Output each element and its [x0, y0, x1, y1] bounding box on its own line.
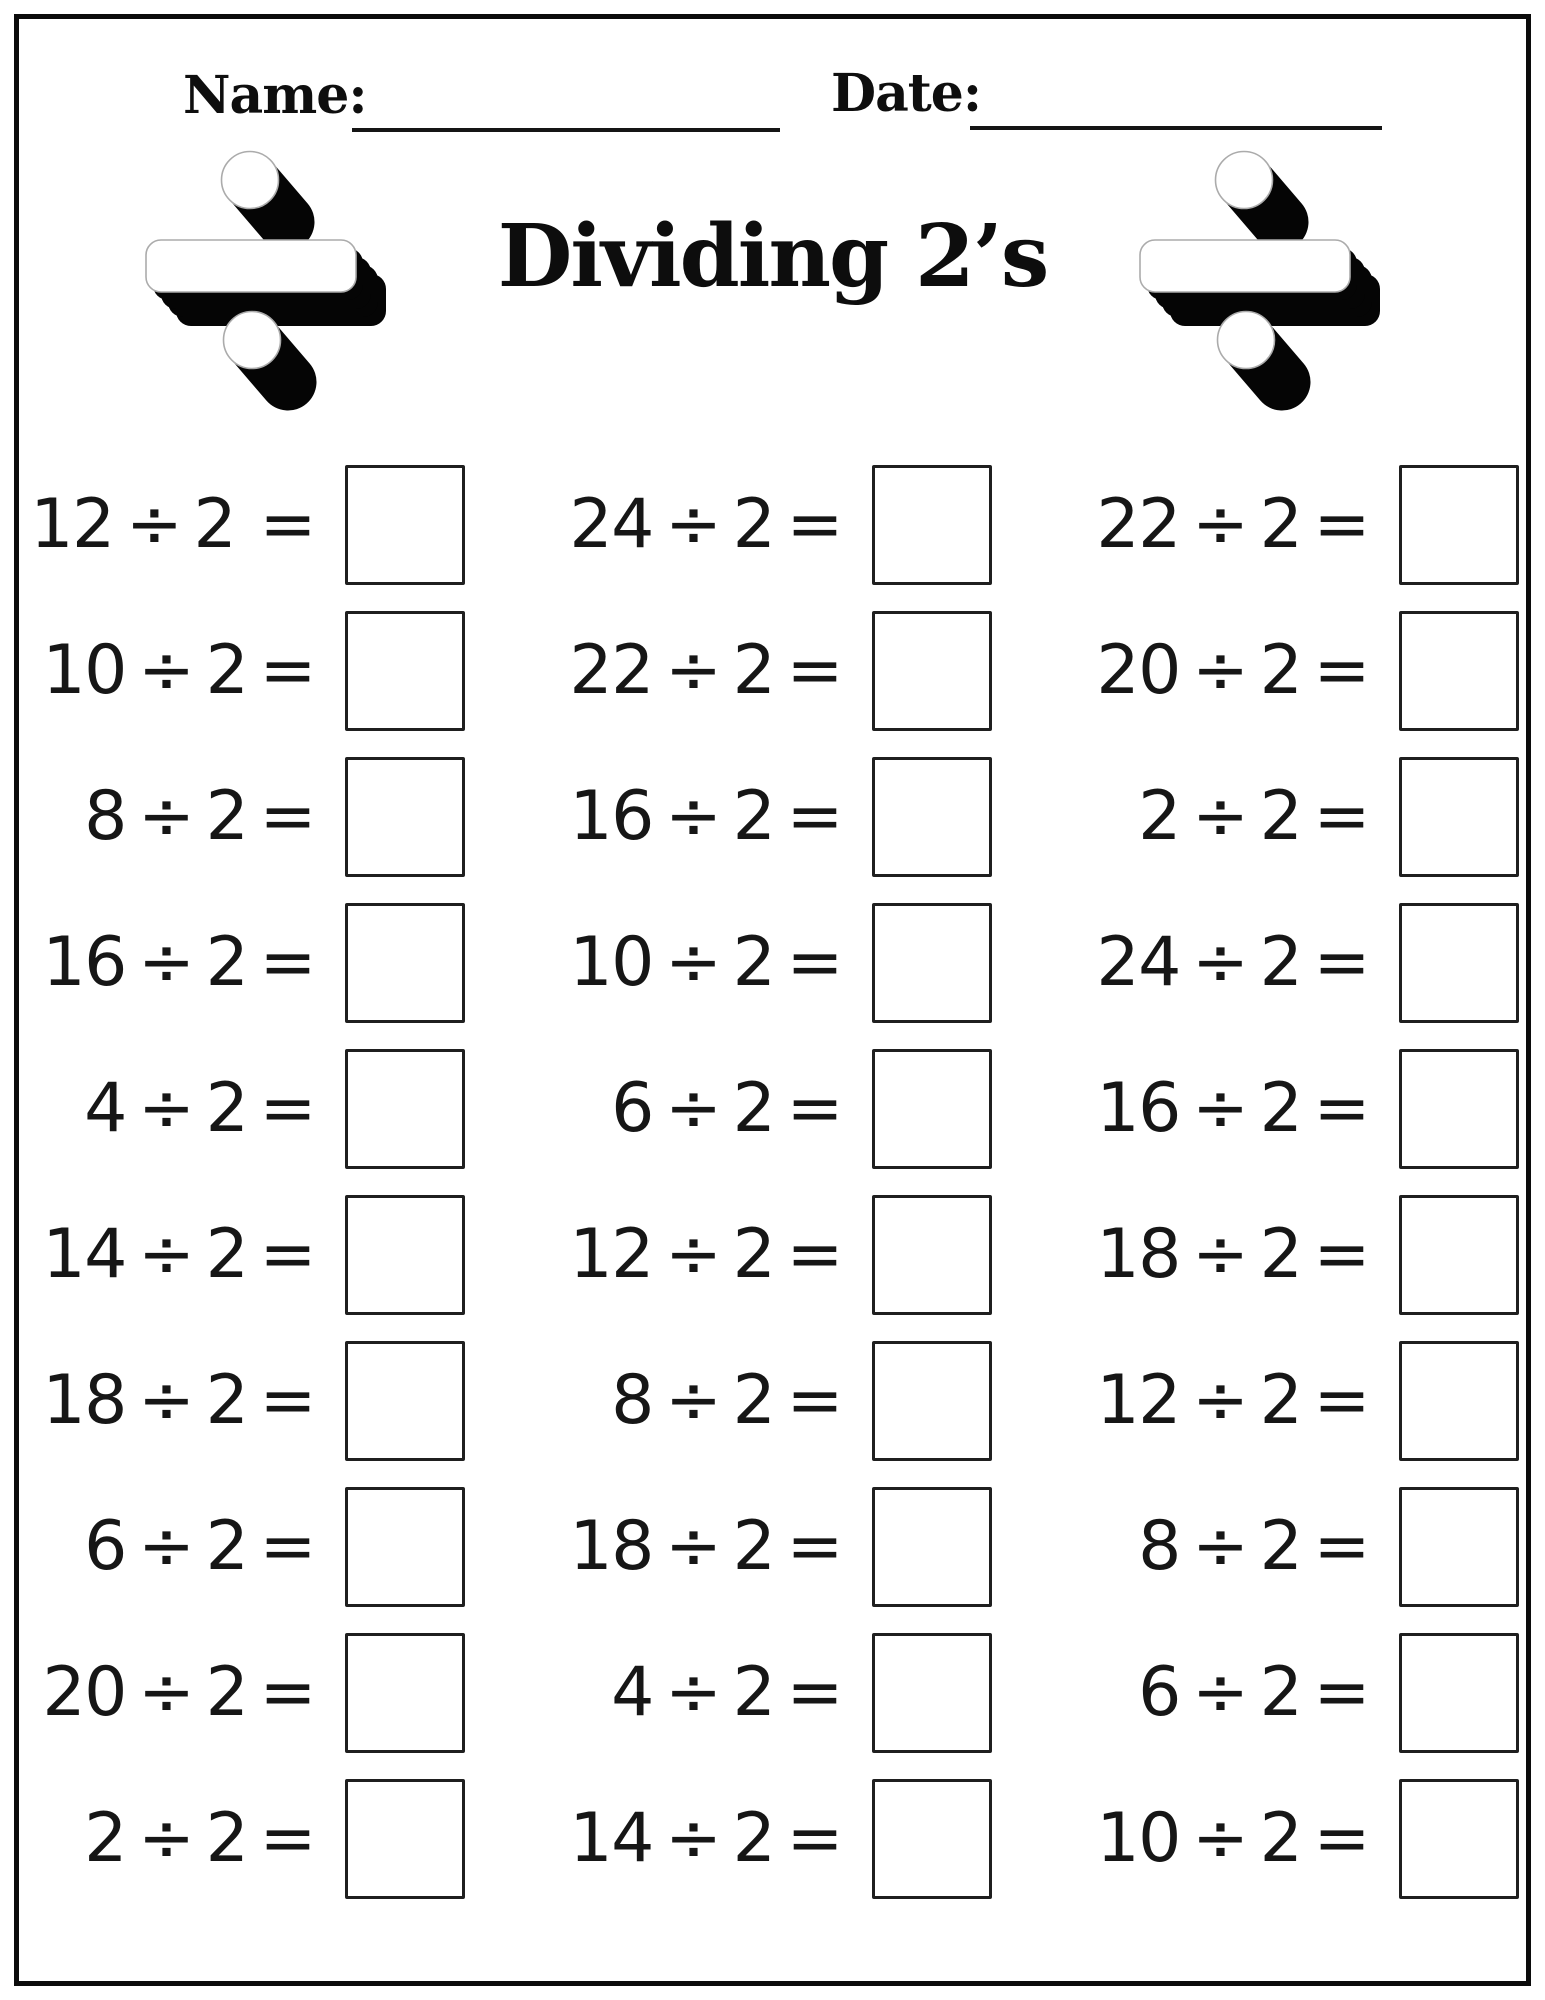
answer-box[interactable] [872, 1049, 992, 1169]
problem-row [553, 1766, 992, 1912]
problem-row [1080, 1036, 1519, 1182]
answer-box[interactable] [1399, 903, 1519, 1023]
answer-box[interactable] [345, 1195, 465, 1315]
answer-box[interactable] [345, 1487, 465, 1607]
problem-expression: 14 ÷ 2 = [42, 1215, 315, 1294]
problem-expression: 2 ÷ 2 = [84, 1799, 315, 1878]
answer-box[interactable] [872, 1633, 992, 1753]
problem-expression: 8 ÷ 2 = [1138, 1507, 1369, 1586]
answer-box[interactable] [1399, 1341, 1519, 1461]
problem-row [26, 1328, 465, 1474]
answer-box[interactable] [345, 757, 465, 877]
answer-box[interactable] [872, 1341, 992, 1461]
name-label: Name: [183, 65, 367, 126]
problem-row [26, 1036, 465, 1182]
problem-row [1080, 598, 1519, 744]
problem-expression: 6 ÷ 2 = [1138, 1653, 1369, 1732]
problem-row [553, 1620, 992, 1766]
problem-row [26, 598, 465, 744]
division-sign-icon [1106, 114, 1416, 414]
problem-row [1080, 1182, 1519, 1328]
problem-expression: 10 ÷ 2 = [1096, 1799, 1369, 1878]
answer-box[interactable] [1399, 1195, 1519, 1315]
date-label: Date: [831, 63, 982, 124]
problem-expression: 20 ÷ 2 = [42, 1653, 315, 1732]
problem-row [26, 890, 465, 1036]
problem-expression: 14 ÷ 2 = [569, 1799, 842, 1878]
answer-box[interactable] [1399, 465, 1519, 585]
problem-row [553, 1474, 992, 1620]
answer-box[interactable] [872, 611, 992, 731]
problem-expression: 16 ÷ 2 = [1096, 1069, 1369, 1148]
problem-row [26, 452, 465, 598]
answer-box[interactable] [872, 1195, 992, 1315]
answer-box[interactable] [345, 1049, 465, 1169]
problem-expression: 8 ÷ 2 = [611, 1361, 842, 1440]
answer-box[interactable] [345, 1633, 465, 1753]
problem-row [26, 744, 465, 890]
problem-expression: 12 ÷ 2 = [30, 485, 315, 564]
problem-row [1080, 1620, 1519, 1766]
problem-row [553, 890, 992, 1036]
answer-box[interactable] [345, 611, 465, 731]
problem-row [26, 1182, 465, 1328]
problem-expression: 4 ÷ 2 = [84, 1069, 315, 1148]
problem-row [1080, 890, 1519, 1036]
problem-row [1080, 744, 1519, 890]
problem-expression: 24 ÷ 2 = [569, 485, 842, 564]
problem-row [26, 1474, 465, 1620]
answer-box[interactable] [1399, 1633, 1519, 1753]
problem-row [553, 744, 992, 890]
problem-expression: 12 ÷ 2 = [1096, 1361, 1369, 1440]
problem-expression: 16 ÷ 2 = [42, 923, 315, 1002]
answer-box[interactable] [872, 903, 992, 1023]
problem-expression: 20 ÷ 2 = [1096, 631, 1369, 710]
problem-row [553, 598, 992, 744]
division-sign-icon [112, 114, 422, 414]
answer-box[interactable] [872, 1487, 992, 1607]
problem-row [26, 1766, 465, 1912]
problem-expression: 18 ÷ 2 = [42, 1361, 315, 1440]
problem-row [553, 1328, 992, 1474]
problem-expression: 8 ÷ 2 = [84, 777, 315, 856]
answer-box[interactable] [1399, 611, 1519, 731]
page-title: Dividing 2’s [497, 206, 1048, 307]
problem-expression: 18 ÷ 2 = [569, 1507, 842, 1586]
answer-box[interactable] [345, 1779, 465, 1899]
problem-expression: 16 ÷ 2 = [569, 777, 842, 856]
problem-row [553, 1036, 992, 1182]
answer-box[interactable] [345, 903, 465, 1023]
problem-expression: 18 ÷ 2 = [1096, 1215, 1369, 1294]
answer-box[interactable] [1399, 1779, 1519, 1899]
problems-grid [26, 452, 1519, 1912]
problem-expression: 10 ÷ 2 = [569, 923, 842, 1002]
problem-row [1080, 1474, 1519, 1620]
problem-expression: 22 ÷ 2 = [569, 631, 842, 710]
problem-expression: 12 ÷ 2 = [569, 1215, 842, 1294]
problem-row [1080, 1328, 1519, 1474]
problem-expression: 4 ÷ 2 = [611, 1653, 842, 1732]
answer-box[interactable] [872, 1779, 992, 1899]
answer-box[interactable] [1399, 1487, 1519, 1607]
problem-expression: 24 ÷ 2 = [1096, 923, 1369, 1002]
problem-row [26, 1620, 465, 1766]
answer-box[interactable] [872, 757, 992, 877]
problem-expression: 6 ÷ 2 = [84, 1507, 315, 1586]
answer-box[interactable] [1399, 1049, 1519, 1169]
answer-box[interactable] [345, 1341, 465, 1461]
problem-row [1080, 452, 1519, 598]
problem-expression: 10 ÷ 2 = [42, 631, 315, 710]
answer-box[interactable] [872, 465, 992, 585]
problem-row [553, 1182, 992, 1328]
problem-row [1080, 1766, 1519, 1912]
problem-expression: 22 ÷ 2 = [1096, 485, 1369, 564]
problem-expression: 6 ÷ 2 = [611, 1069, 842, 1148]
problem-row [553, 452, 992, 598]
answer-box[interactable] [345, 465, 465, 585]
answer-box[interactable] [1399, 757, 1519, 877]
problem-expression: 2 ÷ 2 = [1138, 777, 1369, 856]
